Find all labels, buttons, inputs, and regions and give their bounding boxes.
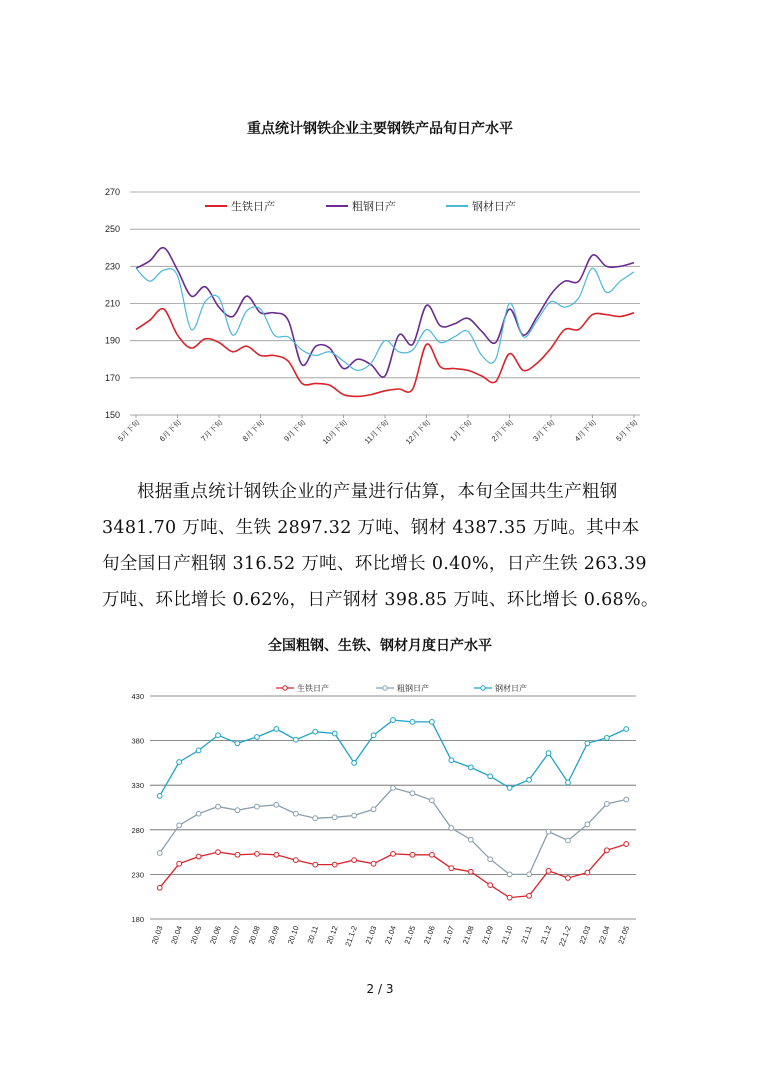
chart2-data-point xyxy=(527,872,532,877)
chart2-data-point xyxy=(255,804,260,809)
chart2-data-point xyxy=(332,731,337,736)
chart2-data-point xyxy=(371,861,376,866)
chart2-data-point xyxy=(507,872,512,877)
chart1-y-tick: 250 xyxy=(104,224,120,235)
chart2-x-tick: 20.12 xyxy=(324,924,340,946)
chart2-data-point xyxy=(293,858,298,863)
chart2-x-tick: 22.04 xyxy=(596,924,612,946)
chart1-y-tick: 270 xyxy=(104,187,120,197)
chart2-data-point xyxy=(488,774,493,779)
chart2-data-point xyxy=(177,823,182,828)
paragraph-line-4: 万吨、环比增长 0.62%，日产钢材 398.85 万吨、环比增长 0.68%。 xyxy=(102,590,659,610)
chart2-series-line xyxy=(160,788,627,875)
chart2-data-point xyxy=(429,852,434,857)
chart2-x-tick: 21.12 xyxy=(538,924,554,946)
chart2-data-point xyxy=(488,883,493,888)
chart2-series-line xyxy=(160,720,627,796)
chart2-data-point xyxy=(468,765,473,770)
chart2-y-tick: 180 xyxy=(131,915,144,924)
chart1-y-tick: 210 xyxy=(104,298,120,309)
chart2-x-tick: 21.04 xyxy=(382,924,398,946)
chart1-y-tick: 170 xyxy=(104,372,120,383)
chart2-data-point xyxy=(585,870,590,875)
chart2-data-point xyxy=(604,802,609,807)
chart2-data-point xyxy=(157,885,162,890)
chart1-x-tick: 8月下旬 xyxy=(240,418,266,444)
chart2-data-point xyxy=(566,838,571,843)
chart2-data-point xyxy=(352,813,357,818)
chart2-data-point xyxy=(468,869,473,874)
chart2-data-point xyxy=(449,866,454,871)
chart1-series-line xyxy=(136,248,634,377)
chart1-x-tick: 5月下旬 xyxy=(614,418,640,444)
chart1-x-tick: 10月下旬 xyxy=(320,418,349,447)
chart2-data-point xyxy=(566,876,571,881)
paragraph-line-3: 旬全国日产粗钢 316.52 万吨、环比增长 0.40%，日产生铁 263.39 xyxy=(102,554,647,574)
chart2-data-point xyxy=(449,758,454,763)
chart2-data-point xyxy=(313,816,318,821)
chart1-x-tick: 2月下旬 xyxy=(489,418,515,444)
chart2-data-point xyxy=(216,850,221,855)
chart2-data-point xyxy=(507,895,512,900)
chart1-y-tick: 230 xyxy=(104,261,120,272)
chart2-x-tick: 21.09 xyxy=(480,924,496,946)
chart2-legend-label: 钢材日产 xyxy=(495,684,527,693)
chart2-data-point xyxy=(255,851,260,856)
chart2-x-tick: 20.09 xyxy=(266,924,282,946)
chart2-svg xyxy=(0,670,760,970)
chart2-data-point xyxy=(391,718,396,723)
chart2-data-point xyxy=(274,852,279,857)
chart2-y-tick: 430 xyxy=(131,692,144,701)
chart2-legend-marker xyxy=(283,686,287,690)
chart1-legend-label: 钢材日产 xyxy=(472,200,516,213)
paragraph-line-2: 3481.70 万吨、生铁 2897.32 万吨、钢材 4387.35 万吨。其中本 xyxy=(102,518,640,538)
chart2-x-tick: 21.11 xyxy=(519,924,534,945)
chart1-x-tick: 7月下旬 xyxy=(199,418,225,444)
chart2-x-tick: 21.07 xyxy=(441,924,457,946)
chart1-x-tick: 1月下旬 xyxy=(448,418,474,444)
chart2-x-tick: 20.05 xyxy=(188,924,204,946)
chart2-data-point xyxy=(371,807,376,812)
chart1-svg xyxy=(0,170,760,460)
chart2-x-tick: 21.1-2 xyxy=(343,924,359,948)
chart2-x-tick: 21.05 xyxy=(402,924,418,946)
chart1-legend-label: 生铁日产 xyxy=(231,200,275,213)
chart2-data-point xyxy=(196,811,201,816)
chart2-data-point xyxy=(216,733,221,738)
chart2-data-point xyxy=(507,785,512,790)
chart2-data-point xyxy=(468,837,473,842)
chart2-x-tick: 22.03 xyxy=(577,924,593,946)
chart2-data-point xyxy=(546,868,551,873)
chart2-x-tick: 20.04 xyxy=(169,924,185,946)
chart2-data-point xyxy=(410,719,415,724)
chart2-data-point xyxy=(177,760,182,765)
chart2-data-point xyxy=(566,780,571,785)
chart2-data-point xyxy=(410,852,415,857)
chart2-data-point xyxy=(546,829,551,834)
chart2-data-point xyxy=(216,804,221,809)
chart2-data-point xyxy=(527,893,532,898)
chart2-data-point xyxy=(235,808,240,813)
chart1-x-tick: 6月下旬 xyxy=(157,418,183,444)
chart2-data-point xyxy=(488,857,493,862)
chart2-x-tick: 22.05 xyxy=(616,924,632,946)
chart2-data-point xyxy=(391,851,396,856)
chart2-x-tick: 20.10 xyxy=(285,924,301,946)
chart1-series-line xyxy=(136,309,634,397)
chart2-data-point xyxy=(352,858,357,863)
chart2-data-point xyxy=(235,741,240,746)
chart2-data-point xyxy=(527,777,532,782)
chart1-x-tick: 11月下旬 xyxy=(362,418,391,446)
chart2-data-point xyxy=(157,794,162,799)
chart1-x-tick: 12月下旬 xyxy=(403,418,432,447)
chart2-data-point xyxy=(410,791,415,796)
chart2-data-point xyxy=(429,719,434,724)
chart2-data-point xyxy=(332,862,337,867)
chart2-legend-label: 粗钢日产 xyxy=(397,684,429,693)
chart2-data-point xyxy=(371,733,376,738)
chart1-title: 重点统计钢铁企业主要钢铁产品旬日产水平 xyxy=(247,121,513,137)
chart2-x-tick: 21.10 xyxy=(499,924,515,946)
chart2-data-point xyxy=(546,751,551,756)
chart2-y-tick: 280 xyxy=(131,825,144,835)
chart2-data-point xyxy=(196,854,201,859)
chart2-data-point xyxy=(585,822,590,827)
chart1-series-line xyxy=(136,268,634,370)
chart2-data-point xyxy=(177,861,182,866)
summary-paragraph xyxy=(102,474,682,618)
paragraph-line-1: 根据重点统计钢铁企业的产量进行估算，本旬全国共生产粗钢 xyxy=(137,482,618,502)
chart2-x-tick: 22.1-2 xyxy=(557,924,573,948)
chart2-x-tick: 20.06 xyxy=(208,924,223,946)
chart2-data-point xyxy=(235,852,240,857)
chart2-x-tick: 21.08 xyxy=(460,924,476,946)
chart2-data-point xyxy=(604,736,609,741)
chart2-title: 全国粗钢、生铁、钢材月度日产水平 xyxy=(268,638,492,654)
chart2-x-tick: 20.03 xyxy=(149,924,165,946)
chart2-x-tick: 21.06 xyxy=(421,924,437,946)
chart2-data-point xyxy=(196,748,201,753)
chart2-data-point xyxy=(293,737,298,742)
chart1-x-tick: 4月下旬 xyxy=(572,418,598,444)
chart2-data-point xyxy=(274,802,279,807)
chart2-data-point xyxy=(604,848,609,853)
chart2-data-point xyxy=(313,729,318,734)
chart2-data-point xyxy=(274,727,279,732)
chart2-data-point xyxy=(429,798,434,803)
chart2-legend-marker xyxy=(481,686,485,690)
chart2-data-point xyxy=(313,862,318,867)
chart1-x-tick: 5月下旬 xyxy=(116,418,142,444)
chart1-x-tick: 9月下旬 xyxy=(282,418,308,444)
chart2-data-point xyxy=(449,826,454,831)
chart2-legend-label: 生铁日产 xyxy=(297,684,329,693)
chart2-y-tick: 380 xyxy=(131,736,144,746)
chart2-data-point xyxy=(624,842,629,847)
chart2-data-point xyxy=(157,851,162,856)
chart1-y-tick: 190 xyxy=(104,335,120,346)
chart2-data-point xyxy=(585,741,590,746)
chart2-data-point xyxy=(255,735,260,740)
chart1-legend-label: 粗钢日产 xyxy=(352,200,396,213)
chart2-data-point xyxy=(332,815,337,820)
chart2-x-tick: 20.11 xyxy=(305,924,321,945)
chart2-x-tick: 21.03 xyxy=(363,924,379,946)
chart2-data-point xyxy=(624,797,629,802)
chart2-data-point xyxy=(352,761,357,766)
chart2-x-tick: 20.08 xyxy=(246,924,262,946)
chart2-y-tick: 330 xyxy=(131,781,144,791)
chart2-data-point xyxy=(391,785,396,790)
chart2-y-tick: 230 xyxy=(131,870,144,880)
chart2-data-point xyxy=(624,727,629,732)
chart2-legend-marker xyxy=(383,686,387,690)
chart1-x-tick: 3月下旬 xyxy=(531,418,557,444)
page-number: 2 / 3 xyxy=(366,982,394,996)
chart2-x-tick: 20.07 xyxy=(227,924,243,946)
chart1-y-tick: 150 xyxy=(104,410,120,420)
chart2-data-point xyxy=(293,811,298,816)
